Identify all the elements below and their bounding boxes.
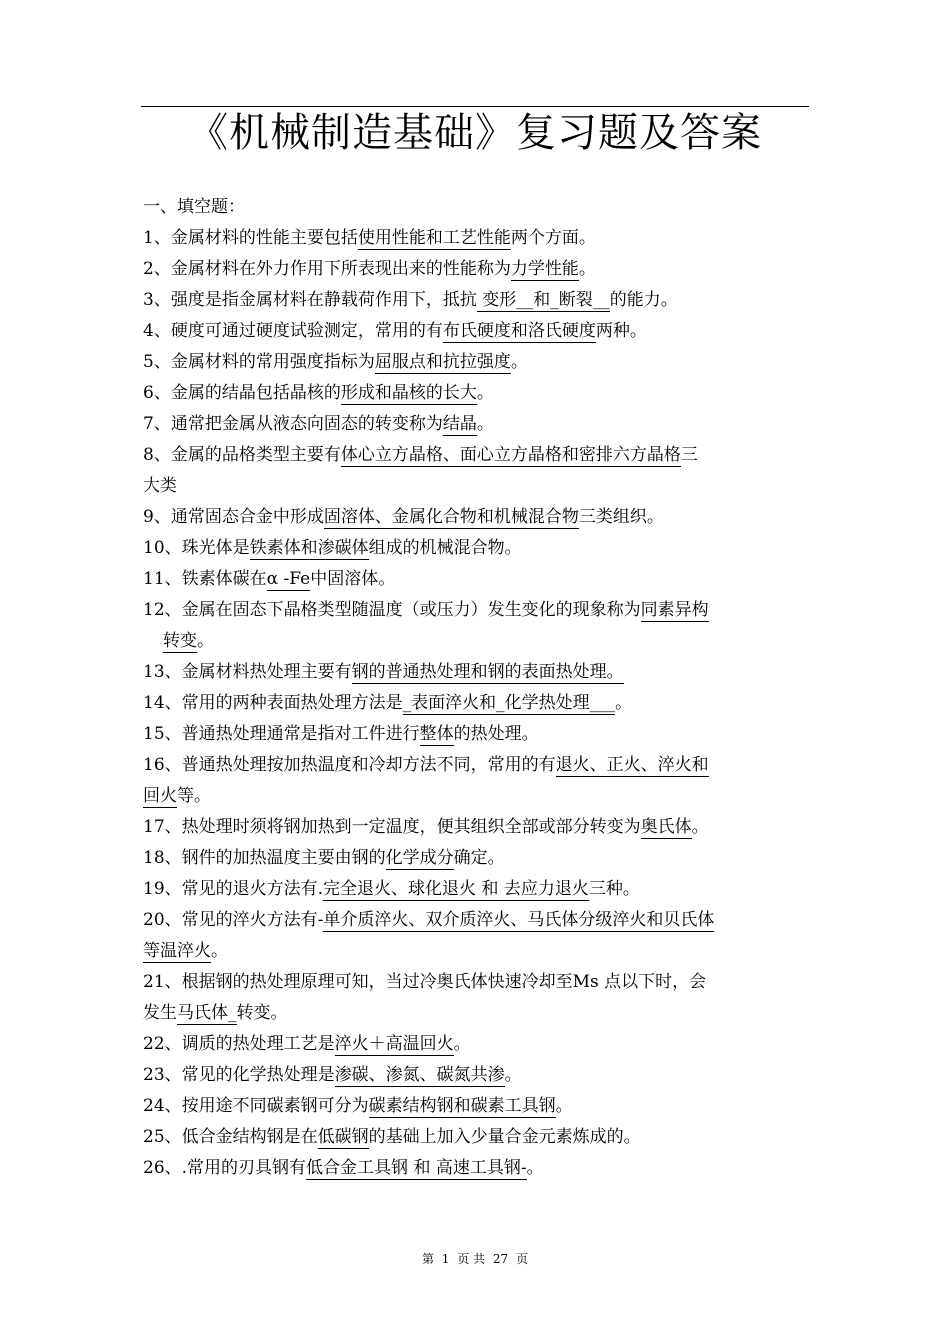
question-text: 等。 — [177, 786, 211, 806]
question-text: 中固溶体。 — [310, 569, 396, 589]
question-line — [143, 1029, 783, 1060]
question-line — [143, 564, 783, 595]
answer-text: _表面淬火和_化学热处理___ — [402, 693, 616, 713]
question-text: 23、常见的化学热处理是 — [143, 1065, 335, 1085]
question-line — [143, 223, 783, 254]
question-text: 。 — [526, 1158, 544, 1178]
answer-text: 退火、正火、淬火和 — [555, 755, 709, 775]
answer-text: 碳素结构钢和碳素工具钢 — [368, 1096, 556, 1116]
question-text: 发生 — [143, 1003, 177, 1023]
question-line — [143, 595, 783, 626]
question-text: 8、金属的品格类型主要有 — [143, 445, 341, 465]
question-line — [143, 843, 783, 874]
question-line — [143, 347, 783, 378]
question-line — [143, 285, 783, 316]
question-text: 13、金属材料热处理主要有 — [143, 662, 352, 682]
question-text: 14、常用的两种表面热处理方法是 — [143, 693, 403, 713]
question-line — [143, 254, 783, 285]
section-heading: 一、填空题： — [143, 197, 245, 217]
answer-text: 回火 — [143, 786, 177, 806]
question-line — [143, 1060, 783, 1091]
question-text: 的基础上加入少量合金元素炼成的。 — [368, 1127, 641, 1147]
answer-text: 使用性能和工艺性能 — [357, 228, 511, 248]
footer-prefix: 第 — [421, 1252, 434, 1266]
question-line — [143, 688, 783, 719]
question-text: 25、低合金结构钢是在 — [143, 1127, 318, 1147]
question-text: 三种。 — [588, 879, 640, 899]
answer-text: 屈服点和抗拉强度 — [374, 352, 511, 372]
question-text: 1、金属材料的性能主要包括 — [143, 228, 358, 248]
answer-text: 同素异构 — [640, 600, 709, 620]
question-line — [143, 719, 783, 750]
question-text: 11、铁素体碳在 — [143, 569, 267, 589]
question-line — [143, 812, 783, 843]
question-text: 10、珠光体是 — [143, 538, 250, 558]
answer-text: 奥氏体 — [640, 817, 692, 837]
question-line — [143, 998, 783, 1029]
question-text: 。 — [476, 414, 494, 434]
question-line — [143, 750, 783, 781]
question-text: 转变。 — [236, 1003, 288, 1023]
question-line — [143, 874, 783, 905]
title-rule — [141, 106, 809, 107]
answer-text: 整体 — [419, 724, 454, 744]
question-text: 组成的机械混合物。 — [368, 538, 522, 558]
question-line — [143, 967, 783, 998]
answer-text: 化学成分 — [385, 848, 454, 868]
answer-text: 单介质淬火、双介质淬火、马氏体分级淬火和贝氏体 — [323, 910, 715, 930]
footer-total-pages: 27 — [492, 1252, 509, 1266]
answer-text: 形成和晶核的长大 — [340, 383, 477, 403]
question-text: 2、金属材料在外力作用下所表现出来的性能称为 — [143, 259, 511, 279]
question-text: 9、通常固态合金中形成 — [143, 507, 324, 527]
answer-text: 体心立方晶格、面心立方晶格和密排六方晶格 — [340, 445, 681, 465]
question-text: 19、常见的退火方法有. — [143, 879, 324, 899]
answer-text: α -Fe — [266, 569, 311, 589]
answer-text: 转变 — [163, 631, 197, 651]
question-text: 12、金属在固态下晶格类型随温度（或压力）发生变化的现象称为 — [143, 600, 641, 620]
question-line — [143, 440, 783, 471]
question-text: 17、热处理时须将钢加热到一定温度，便其组织全部或部分转变为 — [143, 817, 641, 837]
page-footer — [0, 1250, 950, 1267]
question-list — [143, 223, 783, 1184]
question-line — [143, 936, 783, 967]
question-text: 的热处理。 — [453, 724, 539, 744]
question-text: 18、钢件的加热温度主要由钢的 — [143, 848, 386, 868]
document-body — [143, 192, 783, 1184]
question-text: 22、调质的热处理工艺是 — [143, 1034, 335, 1054]
question-text: 。 — [504, 1065, 522, 1085]
question-line — [143, 316, 783, 347]
question-text: 。 — [578, 259, 596, 279]
answer-text: 低碳钢 — [317, 1127, 369, 1147]
question-text: 15、普通热处理通常是指对工件进行 — [143, 724, 420, 744]
question-text: 大类 — [143, 476, 177, 496]
question-text: 三类组织。 — [578, 507, 664, 527]
question-line — [143, 409, 783, 440]
question-line — [143, 1091, 783, 1122]
question-text: 。 — [211, 941, 228, 961]
question-text: 两种。 — [595, 321, 647, 341]
answer-text: 马氏体_ — [177, 1003, 237, 1023]
answer-text: 变形__和_断裂__ — [476, 290, 610, 310]
question-line — [143, 626, 783, 657]
question-line — [143, 1153, 783, 1184]
question-line — [143, 533, 783, 564]
question-line — [143, 471, 783, 502]
answer-text: 铁素体和渗碳体 — [249, 538, 369, 558]
footer-page-number: 1 — [441, 1252, 450, 1266]
question-text: 3、强度是指金属材料在静载荷作用下，抵抗 — [143, 290, 477, 310]
answer-text: 低合金工具钢 和 高速工具钢- — [306, 1158, 527, 1178]
answer-text: 力学性能 — [510, 259, 579, 279]
question-text: 6、金属的结晶包括晶核的 — [143, 383, 341, 403]
question-text: 24、按用途不同碳素钢可分为 — [143, 1096, 369, 1116]
question-line — [143, 1122, 783, 1153]
answer-text: 固溶体、金属化合物和机械混合物 — [323, 507, 579, 527]
question-line — [143, 378, 783, 409]
footer-middle: 页 共 — [457, 1252, 486, 1266]
question-text: 两个方面。 — [510, 228, 596, 248]
question-text: 7、通常把金属从液态向固态的转变称为 — [143, 414, 443, 434]
question-line — [143, 781, 783, 812]
question-line — [143, 657, 783, 688]
question-text: 的能力。 — [609, 290, 678, 310]
footer-suffix: 页 — [516, 1252, 529, 1266]
question-text: 。 — [691, 817, 709, 837]
question-text: 4、硬度可通过硬度试验测定，常用的有 — [143, 321, 443, 341]
question-text: 。 — [476, 383, 494, 403]
answer-text: 结晶 — [442, 414, 477, 434]
answer-text: 钢的普通热处理和钢的表面热处理。 — [351, 662, 624, 682]
question-text: 。 — [453, 1034, 471, 1054]
answer-text: 等温淬火 — [143, 941, 211, 961]
answer-text: 布氏硬度和洛氏硬度 — [442, 321, 596, 341]
question-text: 26、.常用的刃具钢有 — [143, 1158, 307, 1178]
answer-text: 渗碳、渗氮、碳氮共渗 — [334, 1065, 505, 1085]
question-text: 确定。 — [453, 848, 505, 868]
answer-text: 淬火＋高温回火 — [334, 1034, 454, 1054]
question-text: 。 — [197, 631, 214, 651]
question-text: 21、根据钢的热处理原理可知，当过冷奥氏体快速冷却至Ms 点以下时，会 — [143, 972, 707, 992]
question-text: 三 — [680, 445, 698, 465]
question-line — [143, 905, 783, 936]
question-text: 20、常见的淬火方法有- — [143, 910, 324, 930]
question-text: 。 — [555, 1096, 573, 1116]
question-text: 5、金属材料的常用强度指标为 — [143, 352, 375, 372]
answer-text: 完全退火、球化退火 和 去应力退火 — [323, 879, 589, 899]
question-line — [143, 502, 783, 533]
question-text: 。 — [615, 693, 633, 713]
question-text: 。 — [510, 352, 528, 372]
document-title: 《机械制造基础》复习题及答案 — [188, 110, 762, 156]
question-text: 16、普通热处理按加热温度和冷却方法不同，常用的有 — [143, 755, 556, 775]
